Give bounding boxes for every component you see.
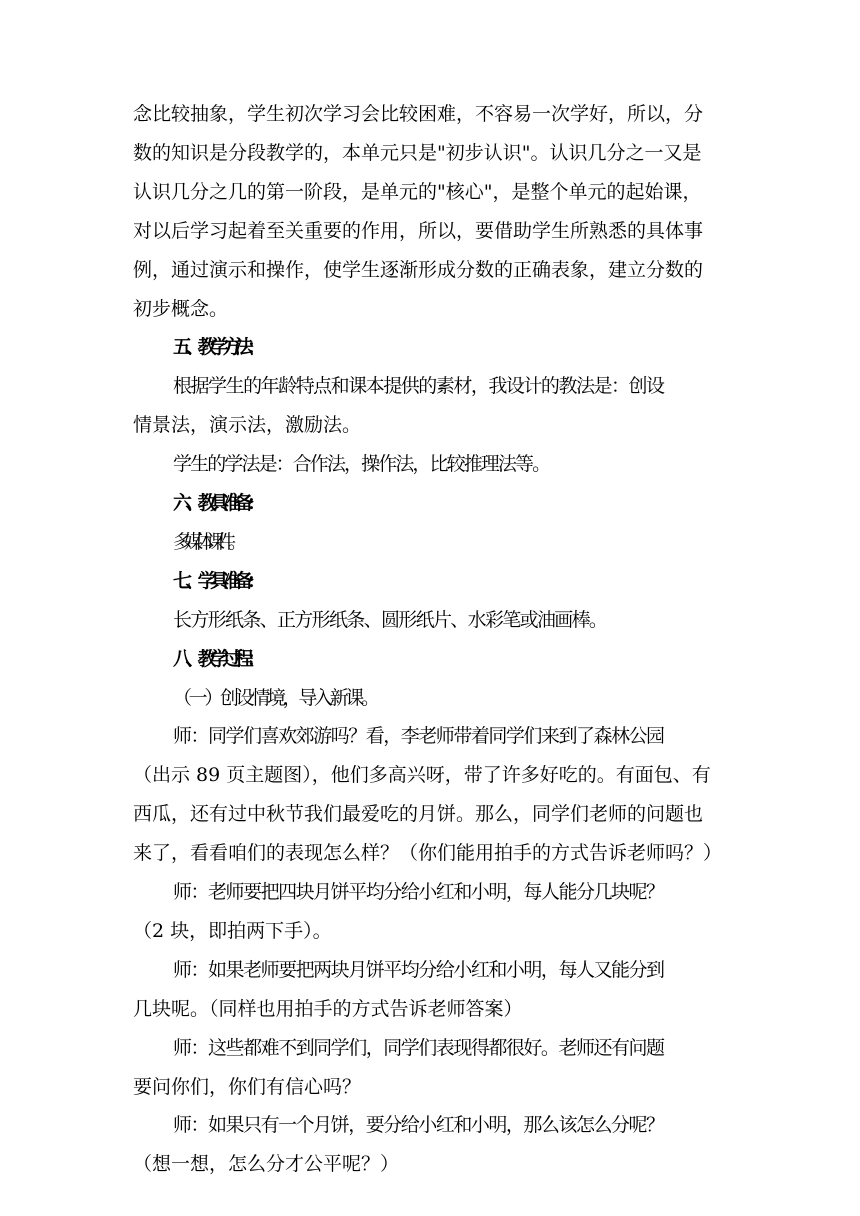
- paragraph-line: 数的知识是分段教学的，本单元只是"初步认识"。认识几分之一又是: [133, 142, 702, 164]
- paragraph-line: 情景法，演示法，激励法。: [133, 414, 362, 436]
- paragraph-line: 多媒体课件。: [173, 531, 240, 553]
- paragraph-line: 念比较抽象，学生初次学习会比较困难，不容易一次学好，所以，分: [133, 103, 704, 125]
- paragraph-line: （出示 89 页主题图），他们多高兴呀，带了许多好吃的。有面包、有: [133, 764, 711, 786]
- paragraph-line: 师：如果只有一个月饼，要分给小红和小明，那么该怎么分呢？: [173, 1114, 664, 1136]
- paragraph-line: 根据学生的年龄特点和课本提供的素材，我设计的教法是：创设: [173, 375, 664, 397]
- paragraph-line: 几块呢。（同样也用拍手的方式告诉老师答案）: [133, 998, 523, 1020]
- paragraph-line: 师：如果老师要把两块月饼平均分给小红和小明，每人又能分到: [173, 959, 664, 981]
- section-heading: 六、教具准备：: [173, 492, 260, 514]
- paragraph-line: 学生的学法是：合作法，操作法，比较推理法等。: [173, 453, 550, 475]
- paragraph-line: 西瓜，还有过中秋节我们最爱吃的月饼。那么，同学们老师的问题也: [133, 803, 704, 825]
- paragraph-line: 对以后学习起着至关重要的作用，所以，要借助学生所熟悉的具体事: [133, 220, 704, 242]
- section-heading: 八、教学过程：: [173, 648, 260, 670]
- paragraph-line: 初步概念。: [133, 298, 229, 320]
- paragraph-line: 师：这些都难不到同学们，同学们表现得都很好。老师还有问题: [173, 1037, 664, 1059]
- paragraph-line: 来了，看看咱们的表现怎么样？（你们能用拍手的方式告诉老师吗？）: [133, 842, 723, 864]
- section-heading: 五、教学方法：: [173, 336, 260, 358]
- paragraph-line: 师：同学们喜欢郊游吗？看，李老师带着同学们来到了森林公园: [173, 725, 664, 747]
- paragraph-line: 例，通过演示和操作，使学生逐渐形成分数的正确表象，建立分数的: [133, 259, 704, 281]
- paragraph-line: 师：老师要把四块月饼平均分给小红和小明，每人能分几块呢？: [173, 881, 664, 903]
- paragraph-line: 认识几分之几的第一阶段，是单元的"核心"，是整个单元的起始课，: [133, 181, 702, 203]
- paragraph-line: （想一想，怎么分才公平呢？）: [133, 1153, 400, 1175]
- paragraph-line: （2 块，即拍两下手）。: [133, 920, 332, 942]
- paragraph-line: 要问你们，你们有信心吗？: [133, 1076, 362, 1098]
- paragraph-line: （一）创设情境，导入新课。: [173, 687, 377, 709]
- section-heading: 七、学具准备：: [173, 570, 260, 592]
- paragraph-line: 长方形纸条、正方形纸条、圆形纸片、水彩笔或油画棒。: [173, 609, 607, 631]
